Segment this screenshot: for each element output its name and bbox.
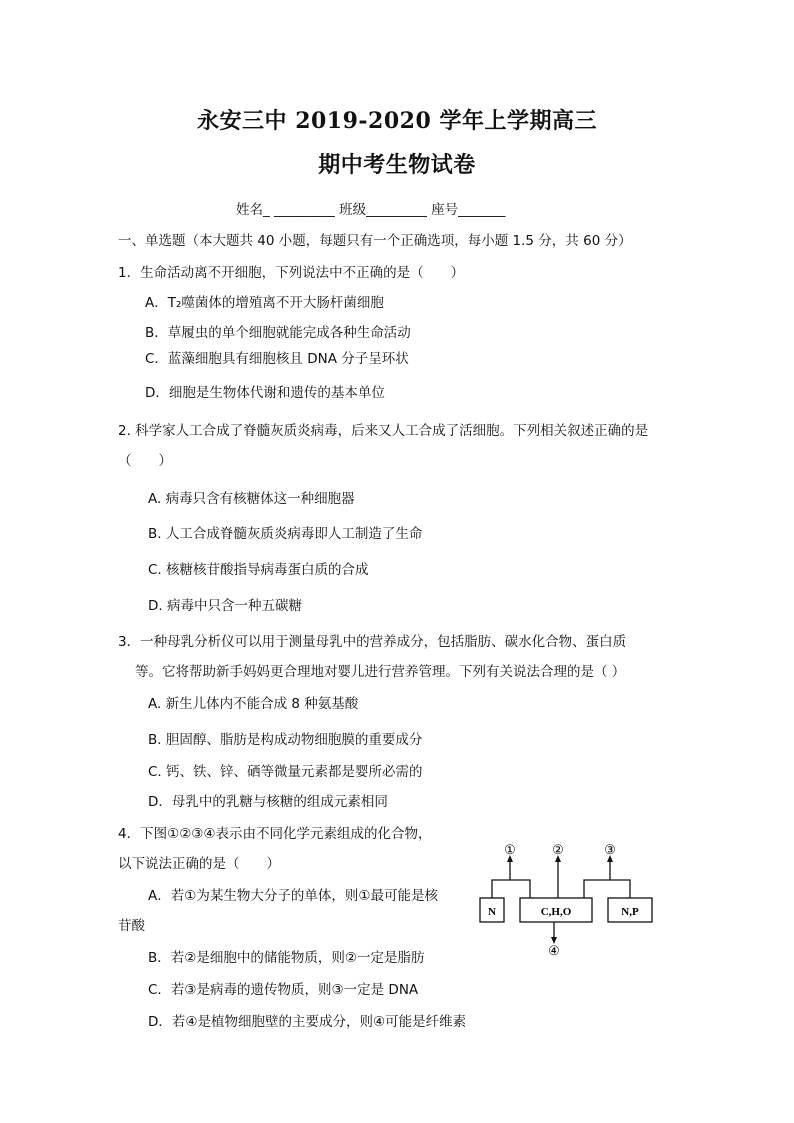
question-4-option-c: C．若③是病毒的遗传物质，则③一定是 DNA: [148, 982, 419, 998]
diagram-connector-1: [492, 880, 530, 898]
question-2-option-b: B. 人工合成脊髓灰质炎病毒即人工制造了生命: [148, 526, 423, 542]
diagram-label-4: ④: [548, 943, 560, 957]
question-4-option-a: A．若①为某生物大分子的单体，则①最可能是核: [148, 888, 438, 904]
question-2-stem: 2. 科学家人工合成了脊髓灰质炎病毒，后来又人工合成了活细胞。下列相关叙述正确的是: [118, 423, 649, 439]
question-2-option-a: A. 病毒只含有核糖体这一种细胞器: [148, 491, 355, 507]
question-3-option-a: A. 新生儿体内不能合成 8 种氨基酸: [148, 696, 359, 712]
section-heading: 一、单选题（本大题共 40 小题，每题只有一个正确选项，每小题 1.5 分，共 60 分）: [118, 233, 632, 249]
question-4-option-b: B．若②是细胞中的储能物质，则②一定是脂肪: [148, 950, 425, 966]
question-1-option-d: D．细胞是生物体代谢和遗传的基本单位: [145, 385, 385, 401]
question-1-stem: 1．生命活动离不开细胞，下列说法中不正确的是（ ）: [118, 265, 465, 281]
diagram-svg: [472, 842, 662, 957]
question-3-stem-cont: 等。它将帮助新手妈妈更合理地对婴儿进行营养管理。下列有关说法合理的是（ ）: [135, 664, 626, 680]
question-2-option-c: C. 核糖核苷酸指导病毒蛋白质的合成: [148, 562, 369, 578]
question-4-option-d: D．若④是植物细胞壁的主要成分，则④可能是纤维素: [148, 1014, 467, 1030]
question-4-option-a-cont: 苷酸: [118, 918, 145, 934]
question-2-option-d: D. 病毒中只含一种五碳糖: [148, 598, 302, 614]
question-3-option-c: C. 钙、铁、锌、硒等微量元素都是婴所必需的: [148, 764, 423, 780]
diagram-box-np-label: N,P: [621, 906, 639, 918]
question-1-option-b: B．草履虫的单个细胞就能完成各种生命活动: [145, 325, 411, 341]
question-4-stem-cont: 以下说法正确的是（ ）: [118, 856, 280, 872]
question-3-stem: 3．一种母乳分析仪可以用于测量母乳中的营养成分，包括脂肪、碳水化合物、蛋白质: [118, 634, 627, 650]
diagram-label-2: ②: [552, 842, 564, 857]
diagram-label-3: ③: [604, 842, 616, 857]
question-1-option-c: C．蓝藻细胞具有细胞核且 DNA 分子呈环状: [145, 351, 409, 367]
student-info-fields: 姓名_ _________ 班级_________ 座号_______: [236, 202, 506, 218]
diagram-connector-3: [584, 880, 630, 898]
question-1-option-a: A．T₂噬菌体的增殖离不开大肠杆菌细胞: [145, 295, 384, 311]
page-title-line1: 永安三中 2019-2020 学年上学期高三: [197, 108, 597, 134]
element-composition-diagram: [472, 842, 662, 957]
page-title-line2: 期中考生物试卷: [318, 152, 476, 178]
question-2-stem-cont: （ ）: [118, 453, 172, 469]
question-3-option-d: D．母乳中的乳糖与核糖的组成元素相同: [148, 794, 388, 810]
question-4-stem: 4．下图①②③④表示由不同化学元素组成的化合物，: [118, 826, 432, 842]
diagram-label-1: ①: [504, 842, 516, 857]
diagram-box-cho-label: C,H,O: [540, 906, 572, 918]
diagram-box-n-label: N: [488, 906, 496, 918]
question-3-option-b: B. 胆固醇、脂肪是构成动物细胞膜的重要成分: [148, 732, 423, 748]
